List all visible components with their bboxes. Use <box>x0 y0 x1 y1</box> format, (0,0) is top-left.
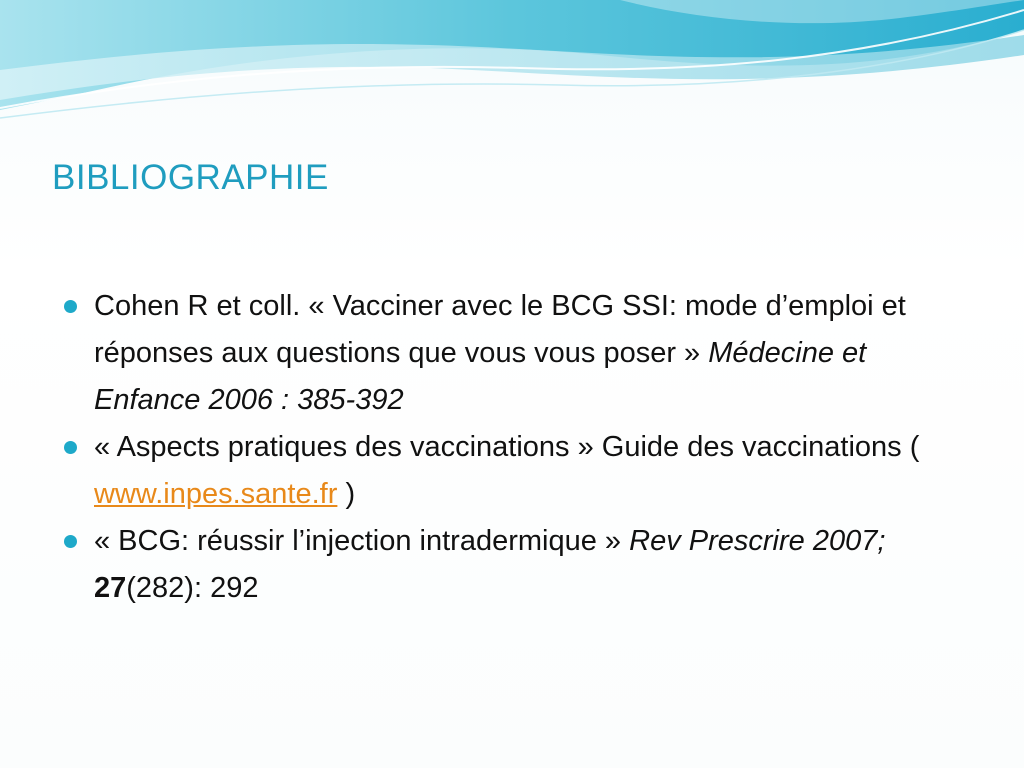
reference-list <box>64 283 964 612</box>
reference-text: « BCG: réussir l’injection intradermique » <box>94 525 630 557</box>
reference-volume: 27 <box>94 572 127 604</box>
reference-journal: Rev Prescrire 2007; <box>629 525 886 557</box>
reference-text: Cohen R et coll. « Vacciner avec le BCG SSI: mode d’emploi et réponses aux questions que vous vous poser » <box>94 290 906 369</box>
reference-issue-pages: (282): 292 <box>126 572 259 604</box>
reference-text: « Aspects pratiques des vaccinations » Guide des vaccinations ( <box>94 431 920 463</box>
list-item <box>64 424 964 518</box>
bullet-icon <box>64 441 77 454</box>
wave-banner-decoration <box>0 0 1024 130</box>
reference-text-end: ) <box>337 478 356 510</box>
reference-journal: Médecine et Enfance 2006 : 385-392 <box>94 337 867 416</box>
bullet-icon <box>64 300 77 313</box>
bullet-icon <box>64 535 77 548</box>
list-item <box>64 283 964 424</box>
inpes-link[interactable]: www.inpes.sante.fr <box>94 478 338 510</box>
list-item <box>64 518 964 612</box>
slide-title: BIBLIOGRAPHIE <box>52 158 329 197</box>
